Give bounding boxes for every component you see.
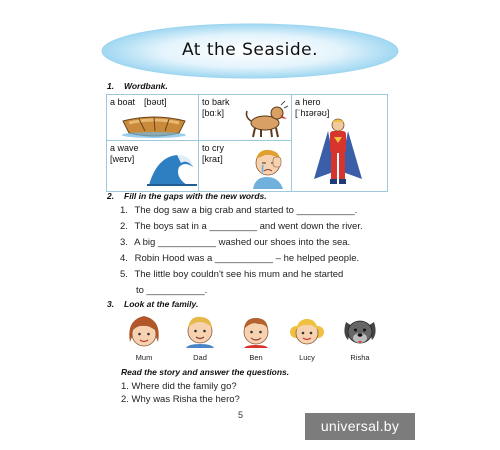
section-2-heading: 2. Fill in the gaps with the new words. (107, 191, 267, 201)
gap-sentence-5-continuation: to ___________. (136, 285, 208, 296)
superhero-icon (310, 117, 366, 189)
gap-sentence-2: 2. The boys sat in a _________ and went down the river. (120, 221, 363, 232)
gap-sentence-5: 5. The little boy couldn't see his mum and he started (120, 269, 344, 280)
family-name-mum: Mum (135, 353, 153, 362)
title-banner (100, 22, 400, 80)
page-title: At the Seaside. (181, 40, 319, 60)
family-name-dad: Dad (193, 353, 207, 362)
wordbank-word: a boat (110, 97, 136, 107)
story-instruction: Read the story and answer the questions. (121, 367, 290, 377)
question-2: 2. Why was Risha the hero? (121, 394, 240, 405)
boat-icon (119, 109, 189, 139)
wordbank-cell-boat (107, 95, 199, 141)
wordbank-word-ipa: a hero [ˈhɪərəʊ] (295, 97, 330, 118)
wordbank-table (106, 94, 388, 192)
gap-sentence-1: 1. The dog saw a big crab and started to ___________. (120, 205, 358, 216)
lucy-face-icon (287, 312, 327, 352)
mum-face-icon (124, 312, 164, 352)
wordbank-word-ipa: a wave [weɪv] (110, 143, 139, 164)
wordbank-word-ipa: to cry [kraɪ] (202, 143, 225, 164)
question-1: 1. Where did the family go? (121, 381, 237, 392)
crying-boy-icon (247, 145, 289, 189)
wordbank-cell-wave (107, 141, 199, 191)
wordbank-ipa: [bəʊt] (144, 97, 167, 107)
wave-icon (147, 147, 197, 187)
wordbank-cell-cry (199, 141, 292, 191)
page-number: 5 (238, 410, 244, 420)
section-3-heading: 3. Look at the family. (107, 299, 199, 309)
gap-sentence-4: 4. Robin Hood was a ___________ – he helped people. (120, 253, 360, 264)
gap-sentence-3: 3. A big ___________ washed our shoes into the sea. (120, 237, 351, 248)
family-name-ben: Ben (249, 353, 263, 362)
wordbank-cell-bark (199, 95, 292, 141)
barking-dog-icon (241, 99, 289, 139)
wordbank-word-ipa: to bark [bɑːk] (202, 97, 230, 118)
site-watermark: universal.by (305, 413, 415, 440)
ben-face-icon (236, 312, 276, 352)
risha-dog-face-icon (340, 312, 380, 352)
section-1-heading: 1. Wordbank. (107, 81, 168, 91)
wordbank-cell-hero (292, 95, 387, 191)
family-name-lucy: Lucy (299, 353, 315, 362)
family-name-risha: Risha (350, 353, 370, 362)
dad-face-icon (180, 312, 220, 352)
